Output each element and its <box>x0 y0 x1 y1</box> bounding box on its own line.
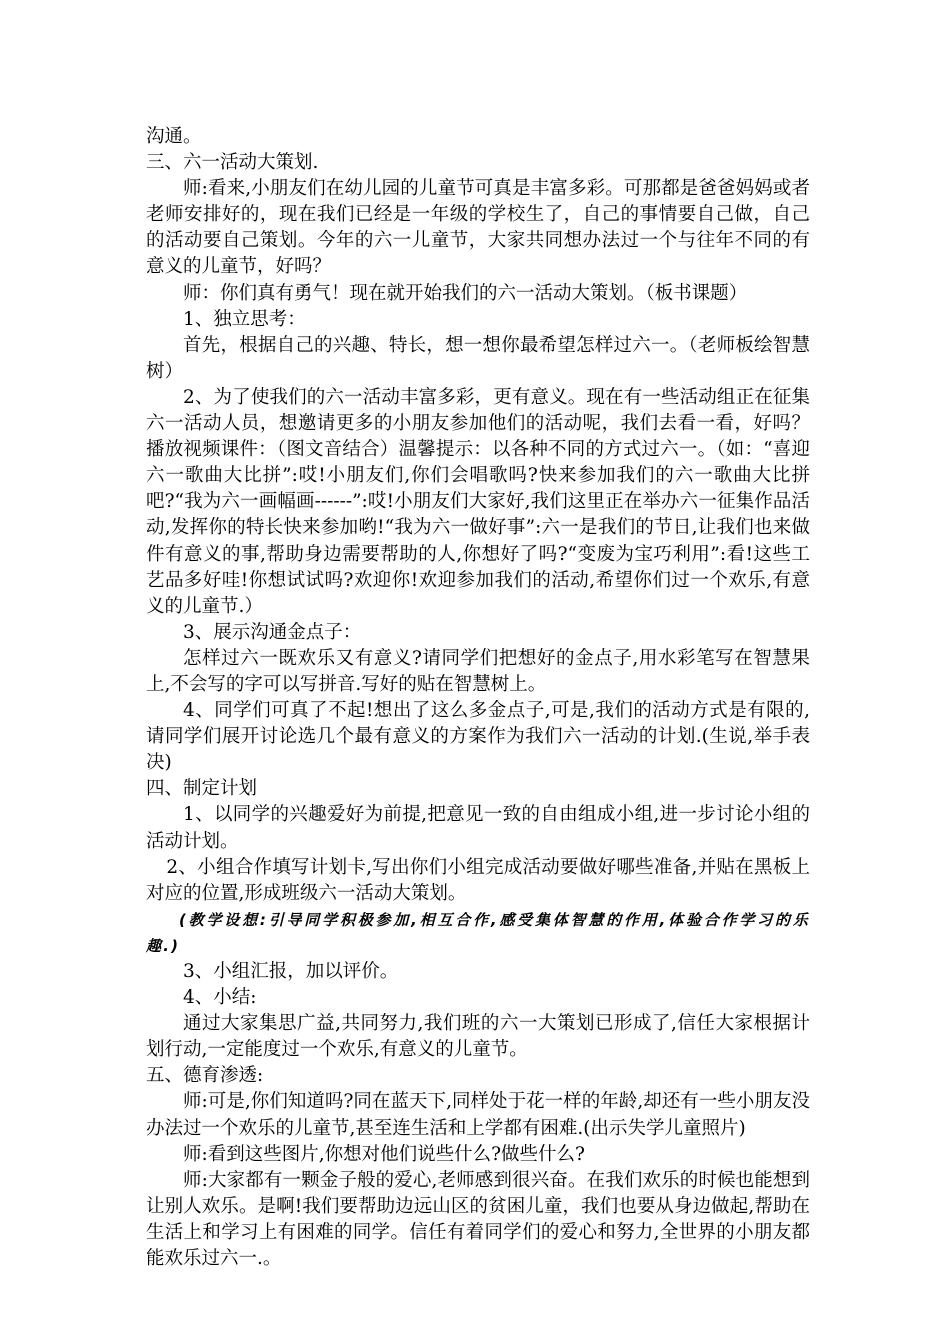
paragraph-3: 师：你们真有勇气！现在就开始我们的六一活动大策划。（板书课题） <box>183 282 748 304</box>
plan-step-4: 4、小结: <box>183 987 257 1009</box>
paragraph-0: 沟通。 <box>146 126 202 147</box>
plan-step-2: 2、小组合作填写计划卡,写出你们小组完成活动要做好哪些准备,并贴在黑板上对应的位置,形成班级六一活动大策划。 <box>146 856 810 904</box>
paragraph-18: 师:可是,你们知道吗?同在蓝天下,同样处于花一样的年龄,却还有一些小朋友没办法过一个欢乐的儿童节,甚至连生活和上学都有困难.(出示失学儿童照片) <box>146 1091 810 1139</box>
paragraph-5: 首先，根据自己的兴趣、特长，想一想你最希望怎样过六一。（老师板绘智慧树） <box>146 334 810 382</box>
paragraph-8: 怎样过六一既欢乐又有意义?请同学们把想好的金点子,用水彩笔写在智慧果上,不会写的字可以写拼音.写好的贴在智慧树上。 <box>146 647 810 695</box>
paragraph-20: 师:大家都有一颗金子般的爱心,老师感到很兴奋。在我们欢乐的时候也能想到让别人欢乐。是啊!我们要帮助边远山区的贫困儿童，我们也要从身边做起,帮助在生活上和学习上有困难的同学。信任有着同学们的爱心和努力,全世界的小朋友都能欢乐过六一.。 <box>146 1169 810 1270</box>
plan-step-1: 1、以同学的兴趣爱好为前提,把意见一致的自由组成小组,进一步讨论小组的活动计划。 <box>146 804 810 852</box>
step-2-paragraph: 2、为了使我们的六一活动丰富多彩，更有意义。现在有一些活动组正在征集六一活动人员，想邀请更多的小朋友参加他们的活动呢，我们去看一看，好吗？播放视频课件：（图文音结合）温馨提示：以各种不同的方式过六一。（如：“喜迎六一歌曲大比拼”:哎!小朋友们,你们会唱歌吗?快来参加我们的六一歌曲大比拼吧?“我为六一画幅画------”:哎!小朋友们大家好,我们这里正在举办六一征集作品活动,发挥你的特长快来参加哟!“我为六一做好事”:六一是我们的节日,让我们也来做件有意义的事,帮助身边需要帮助的人,你想好了吗?“变废为宝巧利用”:看!这些工艺品多好哇!你想试试吗?欢迎你!欢迎参加我们的活动,希望你们过一个欢乐,有意义的儿童节.） <box>146 386 810 617</box>
step-3-heading: 3、展示沟通金点子： <box>183 621 362 643</box>
paragraph-19: 师:看到这些图片,你想对他们说些什么?做些什么? <box>183 1143 585 1165</box>
section-heading-5: 五、德育渗透: <box>146 1065 264 1087</box>
document-page <box>146 124 810 1272</box>
section-heading-3: 三、六一活动大策划. <box>146 152 319 174</box>
step-1-heading: 1、独立思考： <box>183 308 306 330</box>
teaching-note: (教学设想:引导同学积极参加,相互合作,感受集体智慧的作用,体验合作学习的乐趣.) <box>146 910 810 955</box>
summary-paragraph: 通过大家集思广益,共同努力,我们班的六一大策划已形成了,信任大家根据计划行动,一定能度过一个欢乐,有意义的儿童节。 <box>146 1013 810 1061</box>
plan-step-3: 3、小组汇报，加以评价。 <box>183 961 399 982</box>
paragraph-2: 师:看来,小朋友们在幼儿园的儿童节可真是丰富多彩。可那都是爸爸妈妈或者老师安排好的，现在我们已经是一年级的学校生了，自己的事情要自己做，自己的活动要自己策划。今年的六一儿童节，大家共同想办法过一个与往年不同的有意义的儿童节，好吗？ <box>146 178 810 278</box>
step-4-paragraph: 4、同学们可真了不起!想出了这么多金点子,可是,我们的活动方式是有限的,请同学们展开讨论选几个最有意义的方案作为我们六一活动的计划.(生说,举手表决) <box>146 700 810 774</box>
section-heading-4: 四、制定计划 <box>146 778 258 800</box>
